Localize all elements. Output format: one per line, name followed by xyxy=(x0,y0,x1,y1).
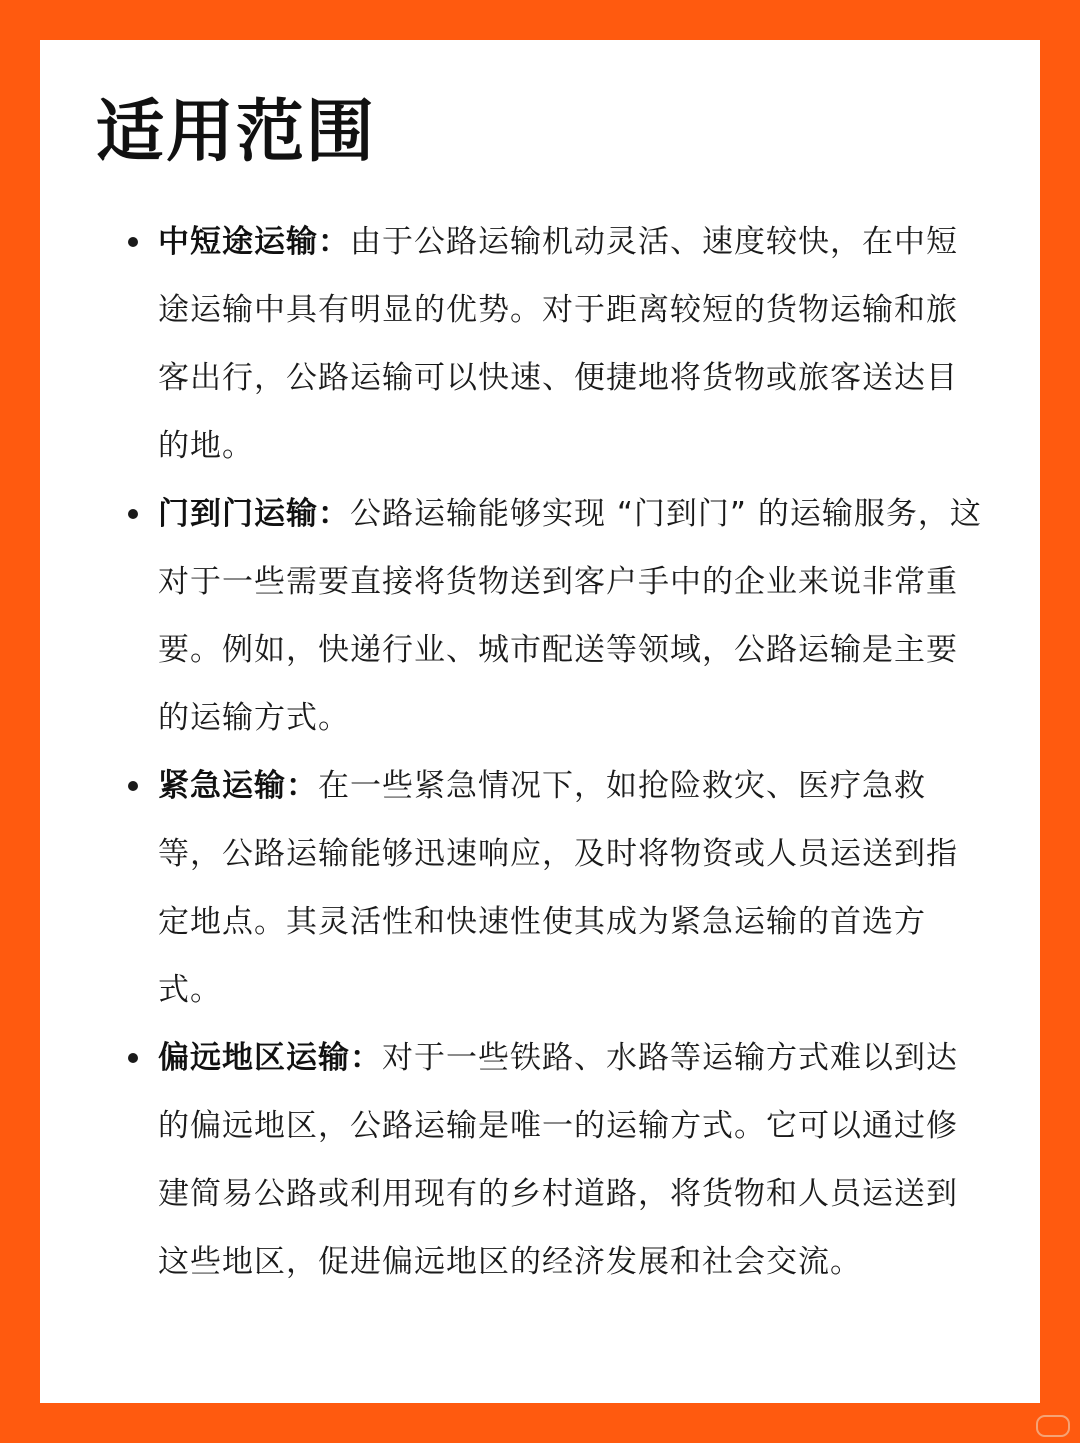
list-item-door-to-door xyxy=(158,480,988,752)
item-term: 门到门运输： xyxy=(158,496,350,532)
item-term: 紧急运输： xyxy=(158,768,318,804)
bullet-dot-icon xyxy=(128,509,138,519)
scope-list xyxy=(158,208,988,1296)
list-item-remote-area xyxy=(158,1024,988,1296)
content-card xyxy=(40,40,1040,1403)
page-title: 适用范围 xyxy=(96,93,377,172)
bullet-dot-icon xyxy=(128,237,138,247)
list-item-emergency xyxy=(158,752,988,1024)
item-term: 中短途运输： xyxy=(158,224,350,260)
item-description: 公路运输能够实现 “门到门” 的运输服务，这对于一些需要直接将货物送到客户手中的企业来说非常重要。例如，快递行业、城市配送等领域，公路运输是主要的运输方式。 xyxy=(158,496,982,736)
bullet-dot-icon xyxy=(128,1053,138,1063)
item-term: 偏远地区运输： xyxy=(158,1040,382,1076)
watermark-icon xyxy=(1036,1415,1070,1437)
item-description: 在一些紧急情况下，如抢险救灾、医疗急救等，公路运输能够迅速响应，及时将物资或人员运送到指定地点。其灵活性和快速性使其成为紧急运输的首选方式。 xyxy=(158,768,958,1008)
item-description: 由于公路运输机动灵活、速度较快，在中短途运输中具有明显的优势。对于距离较短的货物运输和旅客出行，公路运输可以快速、便捷地将货物或旅客送达目的地。 xyxy=(158,224,958,464)
bullet-dot-icon xyxy=(128,781,138,791)
item-description: 对于一些铁路、水路等运输方式难以到达的偏远地区，公路运输是唯一的运输方式。它可以通过修建简易公路或利用现有的乡村道路，将货物和人员运送到这些地区，促进偏远地区的经济发展和社会交流。 xyxy=(158,1040,958,1280)
list-item-short-distance xyxy=(158,208,988,480)
